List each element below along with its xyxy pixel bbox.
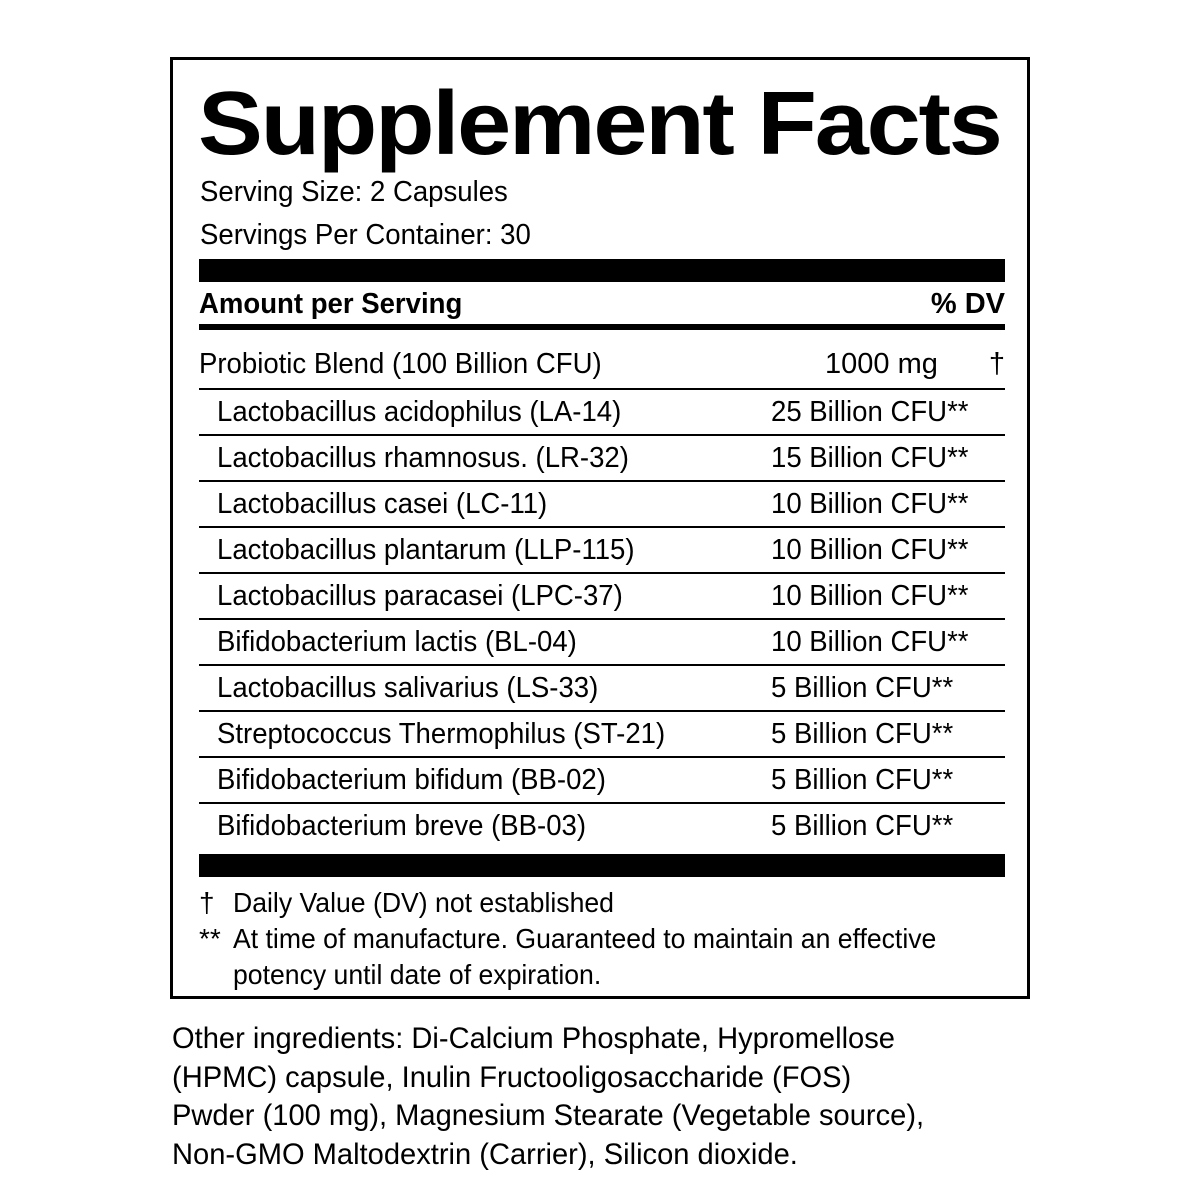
- footnote-mark: **: [199, 923, 221, 954]
- strain-row: [199, 664, 1005, 710]
- strain-amount: 5 Billion CFU**: [771, 764, 954, 796]
- strain-row: [199, 388, 1005, 434]
- footnote-double-asterisk: [199, 921, 1009, 993]
- medium-divider: [199, 324, 1005, 330]
- footnote-mark: †: [199, 887, 215, 918]
- blend-dv-mark: †: [988, 348, 1005, 380]
- strain-amount: 5 Billion CFU**: [771, 718, 954, 750]
- supplement-facts-panel: [170, 57, 1030, 999]
- strain-row: [199, 618, 1005, 664]
- strain-name: Lactobacillus paracasei (LPC-37): [217, 580, 623, 612]
- thick-divider-top: [199, 259, 1005, 282]
- strain-row: [199, 802, 1005, 848]
- other-ingredients-line: Other ingredients: Di-Calcium Phosphate, Hypromellose: [172, 1022, 895, 1055]
- strain-row: [199, 434, 1005, 480]
- strain-amount: 10 Billion CFU**: [771, 626, 969, 658]
- strain-amount: 10 Billion CFU**: [771, 580, 969, 612]
- other-ingredients-line: Pwder (100 mg), Magnesium Stearate (Vegetable source),: [172, 1099, 925, 1132]
- strain-name: Bifidobacterium bifidum (BB-02): [217, 764, 606, 796]
- strain-row: [199, 572, 1005, 618]
- strain-name: Lactobacillus salivarius (LS-33): [217, 672, 599, 704]
- dv-label: % DV: [930, 288, 1005, 320]
- strain-amount: 25 Billion CFU**: [771, 396, 969, 428]
- footnote-dagger: [199, 885, 1009, 921]
- thick-divider-bottom: [199, 854, 1005, 877]
- footnote-text: Daily Value (DV) not established: [233, 887, 614, 918]
- other-ingredients-line: (HPMC) capsule, Inulin Fructooligosaccharide (FOS): [172, 1060, 852, 1094]
- strain-name: Lactobacillus casei (LC-11): [217, 488, 548, 520]
- strain-amount: 10 Billion CFU**: [771, 534, 969, 566]
- other-ingredients-line: Non-GMO Maltodextrin (Carrier), Silicon dioxide.: [172, 1137, 798, 1171]
- servings-per-container: Servings Per Container: 30: [200, 219, 531, 251]
- footnote-text: potency until date of expiration.: [233, 959, 602, 990]
- strain-name: Lactobacillus acidophilus (LA-14): [217, 396, 622, 428]
- strain-name: Bifidobacterium breve (BB-03): [217, 810, 587, 842]
- strain-row: [199, 710, 1005, 756]
- strain-row: [199, 480, 1005, 526]
- serving-size: Serving Size: 2 Capsules: [200, 176, 508, 208]
- blend-row: [199, 342, 1005, 386]
- footnotes: [199, 885, 1009, 993]
- strain-name: Streptococcus Thermophilus (ST-21): [217, 718, 666, 750]
- other-ingredients: [172, 1020, 1032, 1174]
- strain-name: Lactobacillus plantarum (LLP-115): [217, 534, 635, 566]
- blend-amount: 1000 mg: [825, 348, 938, 380]
- strain-amount: 5 Billion CFU**: [771, 810, 954, 842]
- amount-per-serving-label: Amount per Serving: [199, 288, 463, 320]
- strain-amount: 5 Billion CFU**: [771, 672, 954, 704]
- strain-amount: 15 Billion CFU**: [771, 442, 969, 474]
- strain-row: [199, 526, 1005, 572]
- strain-name: Lactobacillus rhamnosus. (LR-32): [217, 442, 629, 474]
- strain-list: [199, 388, 1005, 848]
- strain-row: [199, 756, 1005, 802]
- amount-header-row: [199, 286, 1005, 322]
- footnote-text: At time of manufacture. Guaranteed to maintain an effective: [233, 923, 937, 954]
- blend-name: Probiotic Blend (100 Billion CFU): [199, 348, 602, 380]
- strain-name: Bifidobacterium lactis (BL-04): [217, 626, 577, 658]
- panel-title: Supplement Facts: [198, 74, 1001, 174]
- strain-amount: 10 Billion CFU**: [771, 488, 969, 520]
